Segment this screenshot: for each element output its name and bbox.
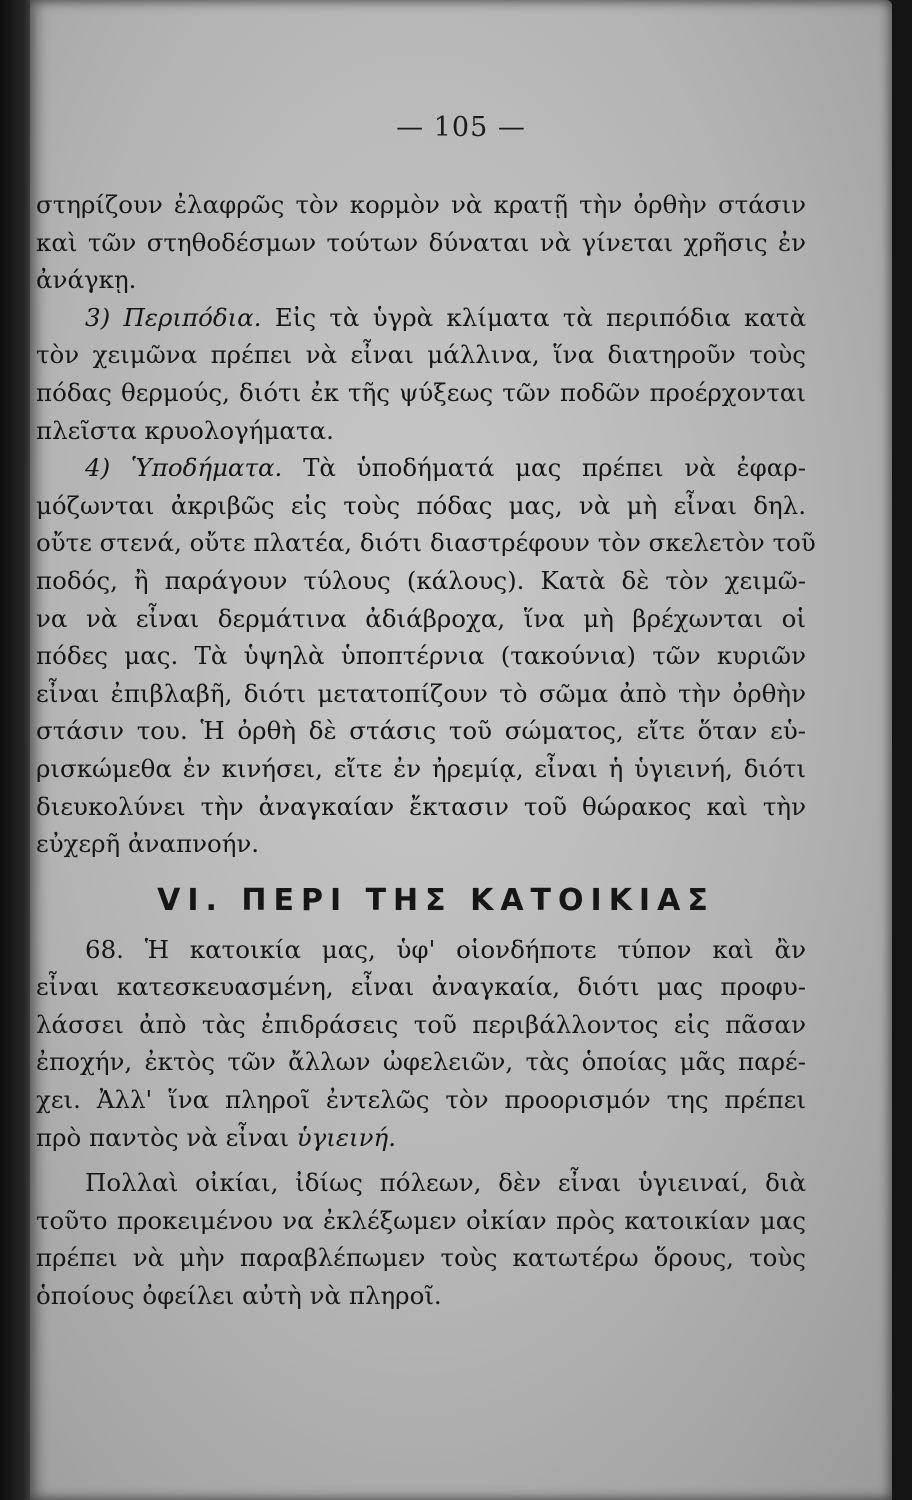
- text-line: εἶναι κατεσκευασμένη, εἶναι ἀναγκαία, διότι μας προφυ-: [36, 972, 806, 1002]
- text-line: εἶναι ἐπιβλαβῆ, διότι μετατοπίζουν τὸ σῶμα ἀπὸ τὴν ὀρθὴν: [36, 678, 806, 708]
- text-line: ἀνάγκῃ.: [36, 265, 137, 295]
- text-line: διευκολύνει τὴν ἀναγκαίαν ἔκτασιν τοῦ θώρακος καὶ τὴν: [36, 791, 806, 821]
- text-line: στηρίζουν ἐλαφρῶς τὸν κορμὸν νὰ κρατῇ τὴν ὀρθὴν στάσιν: [36, 190, 806, 219]
- text-line: χει. Ἀλλ' ἵνα πληροῖ ἐντελῶς τὸν προορισμόν της πρέπει: [36, 1085, 806, 1115]
- para-68-last-line-italic: ὑγιεινή.: [296, 1122, 397, 1152]
- para-68-last-line-start: πρὸ παντὸς νὰ εἶναι: [36, 1122, 289, 1152]
- text-line: ποδός, ἢ παράγουν τύλους (κάλους). Κατὰ δὲ τὸν χειμῶ-: [36, 565, 806, 595]
- paragraph-gap: [36, 1156, 806, 1164]
- para-houses-first-line: Πολλαὶ οἰκίαι, ἰδίως πόλεων, δὲν εἶναι ὑγιειναί, διὰ: [85, 1168, 806, 1198]
- text-line: ρισκώμεθα ἐν κινήσει, εἴτε ἐν ἠρεμίᾳ, εἶναι ἡ ὑγιεινή, διότι: [36, 753, 806, 783]
- page-text: [36, 186, 816, 1315]
- item-3-first-line: [36, 299, 806, 337]
- text-line: ἐποχήν, ἐκτὸς τῶν ἄλλων ὠφελειῶν, τὰς ὁποίας μᾶς παρέ-: [36, 1047, 806, 1077]
- item-4-first-line: [36, 449, 806, 487]
- text-line: πόδας θερμούς, διότι ἐκ τῆς ψύξεως τῶν ποδῶν προέρχονται: [36, 377, 806, 407]
- item-4-title: Ὑποδήματα.: [130, 453, 283, 483]
- text-line: τὸν χειμῶνα πρέπει νὰ εἶναι μάλλινα, ἵνα διατηροῦν τοὺς: [36, 340, 806, 370]
- page-number: — 105 —: [396, 112, 526, 143]
- item-4-first-line-rest: Τὰ ὑποδήματά μας πρέπει νὰ ἐφαρ-: [303, 453, 806, 483]
- text-line: [36, 931, 806, 969]
- section-heading: VI. ΠΕΡΙ ΤΗΣ ΚΑΤΟΙΚΙΑΣ: [157, 882, 715, 918]
- text-line: πλεῖστα κρυολογήματα.: [36, 415, 334, 445]
- text-line: τοῦτο προκειμένου να ἐκλέξωμεν οἰκίαν πρὸς κατοικίαν μας: [36, 1205, 806, 1235]
- text-line: πρέπει νὰ μὴν παραβλέπωμεν τοὺς κατωτέρω ὅρους, τοὺς: [36, 1243, 806, 1273]
- item-3-title: Περιπόδια.: [123, 302, 262, 332]
- book-page: [30, 0, 892, 1500]
- text-line: μόζωνται ἀκριβῶς εἰς τοὺς πόδας μας, νὰ μὴ εἶναι δηλ.: [36, 490, 806, 520]
- item-3-first-line-rest: Εἰς τὰ ὑγρὰ κλίματα τὰ περιπόδια κατὰ: [274, 302, 806, 332]
- text-line: πόδες μας. Τὰ ὑψηλὰ ὑποπτέρνια (τακούνια) τῶν κυριῶν: [36, 641, 806, 671]
- item-3-number: 3): [85, 302, 111, 332]
- text-line: στάσιν του. Ἡ ὀρθὴ δὲ στάσις τοῦ σώματος, εἴτε ὅταν εὑ-: [36, 716, 806, 746]
- text-line: [36, 1119, 806, 1157]
- text-line: καὶ τῶν στηθοδέσμων τούτων δύναται νὰ γίνεται χρῆσις ἐν: [36, 227, 806, 257]
- para-68-first-line: 68. Ἡ κατοικία μας, ὑφ' οἱονδήποτε τύπον καὶ ἂν: [85, 934, 806, 964]
- text-line: οὔτε στενά, οὔτε πλατέα, διότι διαστρέφουν τὸν σκελετὸν τοῦ: [36, 528, 816, 558]
- text-line: ὁποίους ὀφείλει αὐτὴ νὰ πληροῖ.: [36, 1281, 442, 1311]
- book-spine: [0, 0, 34, 1500]
- item-4-number: 4): [85, 453, 111, 483]
- text-line: εὐχερῆ ἀναπνοήν.: [36, 829, 260, 859]
- text-line: [36, 1164, 806, 1202]
- right-edge-shadow: [892, 0, 912, 1500]
- text-line: να νὰ εἶναι δερμάτινα ἀδιάβροχα, ἵνα μὴ βρέχωνται οἱ: [36, 603, 806, 633]
- text-line: λάσσει ἀπὸ τὰς ἐπιδράσεις τοῦ περιβάλλοντος εἰς πᾶσαν: [36, 1009, 806, 1039]
